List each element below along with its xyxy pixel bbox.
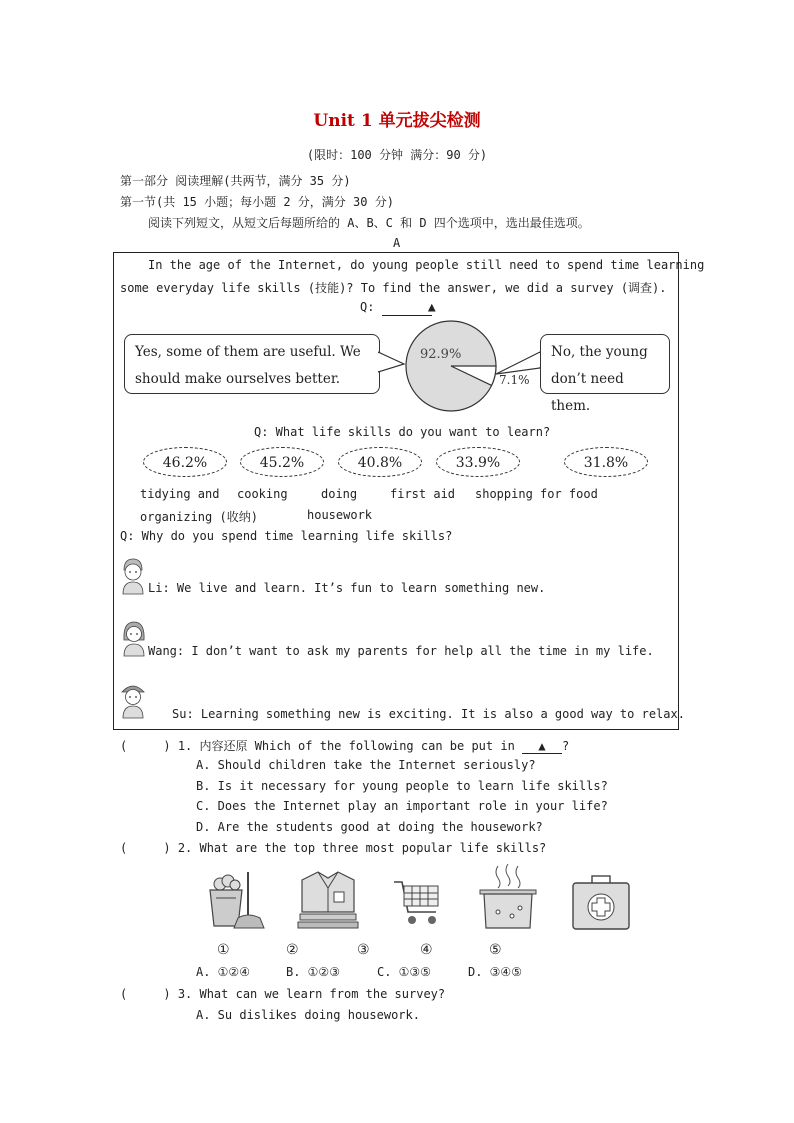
option[interactable]: D. Are the students good at doing the housework? (196, 820, 543, 834)
part-heading: 第一部分 阅读理解(共两节，满分 35 分) (120, 174, 351, 188)
question-2 (120, 841, 546, 855)
skill-percent: 31.8% (564, 447, 648, 477)
instruction: 阅读下列短文，从短文后每题所给的 A、B、C 和 D 四个选项中，选出最佳选项。 (148, 216, 590, 230)
answer-paren[interactable]: ( ) (120, 841, 171, 855)
answer-paren[interactable]: ( ) (120, 739, 171, 753)
folded-clothes-icon (294, 866, 362, 932)
skill-percent: 40.8% (338, 447, 422, 477)
bubble-pointer-right (494, 348, 542, 380)
first-aid-kit-icon (570, 874, 632, 932)
answer-li: Li: We live and learn. It’s fun to learn something new. (148, 581, 546, 595)
intro-line-1: In the age of the Internet, do young people still need to spend time learning (148, 258, 705, 272)
question-1 (120, 737, 569, 754)
option[interactable]: A. Su dislikes doing housework. (196, 1008, 420, 1022)
time-limit: (限时：100 分钟 满分：90 分) (306, 148, 488, 162)
skill-label: doing (321, 487, 358, 501)
survey-question-2: Q: What life skills do you want to learn? (254, 425, 551, 439)
question-3 (120, 987, 445, 1001)
answer-paren[interactable]: ( ) (120, 987, 171, 1001)
picture-number: ① (217, 942, 230, 958)
skill-label: cooking (237, 487, 288, 501)
skill-label: shopping for food (475, 487, 598, 501)
option[interactable]: A. ①②④ (196, 965, 250, 979)
picture-number: ④ (420, 942, 433, 958)
answer-blank (382, 300, 436, 316)
blank-triangle-icon: ▲ (427, 300, 436, 315)
option[interactable]: C. ①③⑤ (377, 965, 431, 979)
skill-label: tidying and (140, 487, 220, 501)
survey-question-1 (360, 300, 436, 316)
girl-avatar-icon (121, 618, 147, 658)
skill-percent: 33.9% (436, 447, 520, 477)
blank-triangle-icon: ▲ (538, 739, 546, 753)
answer-blank (522, 739, 562, 754)
skill-label: organizing (收纳) (140, 510, 258, 524)
pie-label-no: 7.1% (499, 373, 530, 387)
intro-line-2: some everyday life skills (技能)? To find the answer, we did a survey (调查). (120, 281, 667, 295)
option[interactable]: C. Does the Internet play an important role in your life? (196, 799, 608, 813)
picture-number: ③ (357, 942, 370, 958)
question-stem: 1. 内容还原 Which of the following can be put in (177, 739, 515, 753)
shopping-cart-icon (392, 878, 444, 932)
option[interactable]: B. Is it necessary for young people to learn life skills? (196, 779, 608, 793)
girl-with-hat-avatar-icon (120, 680, 146, 720)
boy-avatar-icon (120, 556, 146, 596)
skill-percent: 46.2% (143, 447, 227, 477)
bucket-mop-icon (202, 868, 268, 934)
cooking-pot-icon (476, 862, 540, 934)
picture-number: ② (286, 942, 299, 958)
speech-bubble-no: No, the young don’t need them. (540, 334, 670, 394)
speech-bubble-yes: Yes, some of them are useful. We should make ourselves better. (124, 334, 380, 394)
page-title: Unit 1 单元拔尖检测 (313, 111, 481, 131)
picture-number: ⑤ (489, 942, 502, 958)
question-stem: 2. What are the top three most popular life skills? (177, 841, 547, 855)
option[interactable]: B. ①②③ (286, 965, 340, 979)
q-prefix: Q: (360, 300, 375, 314)
option[interactable]: A. Should children take the Internet seriously? (196, 758, 536, 772)
option[interactable]: D. ③④⑤ (468, 965, 522, 979)
answer-su: Su: Learning something new is exciting. It is also a good way to relax. (172, 707, 685, 721)
skill-percent: 45.2% (240, 447, 324, 477)
section-heading: 第一节(共 15 小题；每小题 2 分，满分 30 分) (120, 195, 394, 209)
question-stem: 3. What can we learn from the survey? (177, 987, 446, 1001)
answer-wang: Wang: I don’t want to ask my parents for help all the time in my life. (148, 644, 654, 658)
survey-question-3: Q: Why do you spend time learning life skills? (120, 529, 453, 543)
question-end: ? (562, 739, 570, 753)
skill-label: first aid (390, 487, 456, 501)
pie-label-yes: 92.9% (420, 347, 462, 362)
skill-label: housework (307, 508, 373, 522)
passage-letter: A (393, 236, 401, 250)
